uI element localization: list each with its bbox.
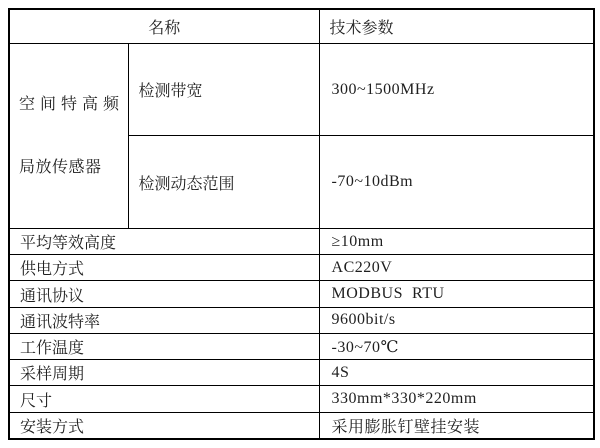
row-value: AC220V [319,255,594,281]
row-label: 检测动态范围 [128,136,319,228]
table-row-equivalent-height [9,228,594,254]
row-value: -70~10dBm [319,136,594,228]
sensor-name-cell [9,44,128,229]
row-value: 300~1500MHz [319,44,594,136]
table-row-dimensions [9,386,594,412]
row-value: MODBUS RTU [319,281,594,307]
sensor-name-line1: 空间特高频 [19,95,125,113]
table-row-installation [9,412,594,439]
row-label: 通讯协议 [9,281,319,307]
table-header-row [9,9,594,44]
row-value: 9600bit/s [319,307,594,333]
header-cell-name: 名称 [9,9,319,44]
row-label: 尺寸 [9,386,319,412]
row-label: 工作温度 [9,333,319,359]
header-cell-params: 技术参数 [319,9,594,44]
row-value: 330mm*330*220mm [319,386,594,412]
table-row-power-supply [9,255,594,281]
row-value: 4S [319,360,594,386]
row-label: 安装方式 [9,412,319,439]
row-value: 采用膨胀钉壁挂安装 [319,412,594,439]
row-label: 平均等效高度 [9,228,319,254]
spec-table [8,8,595,440]
table-row-sampling-period [9,360,594,386]
row-label: 通讯波特率 [9,307,319,333]
row-value: ≥10mm [319,228,594,254]
table-row-protocol [9,281,594,307]
table-row-baud-rate [9,307,594,333]
row-value: -30~70℃ [319,333,594,359]
row-label: 采样周期 [9,360,319,386]
row-label: 供电方式 [9,255,319,281]
table-row-detection-bandwidth [9,44,594,136]
row-label: 检测带宽 [128,44,319,136]
sensor-name-line2: 局放传感器 [19,158,102,176]
table-row-working-temperature [9,333,594,359]
